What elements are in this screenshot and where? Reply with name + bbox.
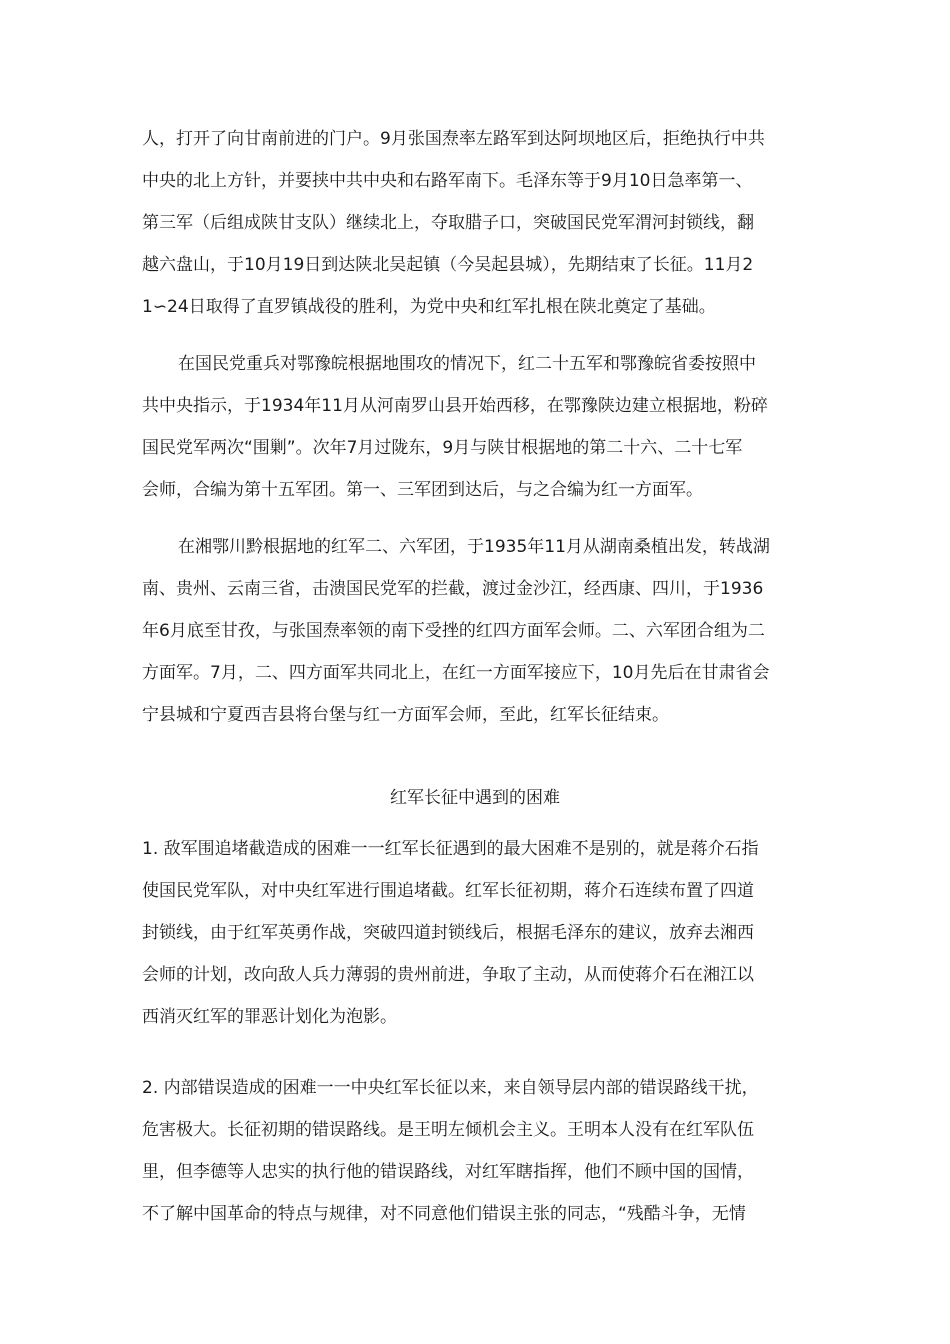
- paragraph-line: 共中央指示，于1934年11月从河南罗山县开始西移，在鄂豫陕边建立根据地，粉碎: [142, 396, 768, 416]
- list-item-line: 使国民党军队，对中央红军进行围追堵截。红军长征初期，蒋介石连续布置了四道: [142, 881, 754, 901]
- list-item-line: 不了解中国革命的特点与规律，对不同意他们错误主张的同志，“残酷斗争，无情: [142, 1204, 746, 1224]
- paragraph-line: 在湘鄂川黔根据地的红军二、六军团，于1935年11月从湖南桑植出发，转战湖: [178, 537, 770, 557]
- list-item-line: 西消灭红军的罪恶计划化为泡影。: [142, 1007, 397, 1027]
- paragraph-line: 在国民党重兵对鄂豫皖根据地围攻的情况下，红二十五军和鄂豫皖省委按照中: [178, 354, 756, 374]
- paragraph-line: 1∽24日取得了直罗镇战役的胜利，为党中央和红军扎根在陕北奠定了基础。: [142, 297, 716, 317]
- paragraph-line: 人，打开了向甘南前进的门户。9月张国焘率左路军到达阿坝地区后，拒绝执行中共: [142, 129, 765, 149]
- paragraph-line: 方面军。7月，二、四方面军共同北上，在红一方面军接应下，10月先后在甘肃省会: [142, 663, 770, 683]
- list-item-line: 里，但李德等人忠实的执行他的错误路线，对红军瞎指挥，他们不顾中国的国情，: [142, 1162, 754, 1182]
- paragraph-line: 年6月底至甘孜，与张国焘率领的南下受挫的红四方面军会师。二、六军团合组为二: [142, 621, 765, 641]
- paragraph-line: 南、贵州、云南三省，击溃国民党军的拦截，渡过金沙江，经西康、四川，于1936: [142, 579, 764, 599]
- list-item-line: 封锁线，由于红军英勇作战，突破四道封锁线后，根据毛泽东的建议，放弃去湘西: [142, 923, 754, 943]
- list-item-line: 会师的计划，改向敌人兵力薄弱的贵州前进，争取了主动，从而使蒋介石在湘江以: [142, 965, 754, 985]
- list-item-line: 1. 敌军围追堵截造成的困难一一红军长征遇到的最大困难不是别的，就是蒋介石指: [142, 839, 759, 859]
- paragraph-line: 越六盘山，于10月19日到达陕北吴起镇（今吴起县城），先期结束了长征。11月2: [142, 255, 754, 275]
- paragraph-line: 中央的北上方针，并要挟中共中央和右路军南下。毛泽东等于9月10日急率第一、: [142, 171, 753, 191]
- paragraph-line: 会师，合编为第十五军团。第一、三军团到达后，与之合编为红一方面军。: [142, 480, 703, 500]
- paragraph-line: 宁县城和宁夏西吉县将台堡与红一方面军会师，至此，红军长征结束。: [142, 705, 669, 725]
- paragraph-line: 第三军（后组成陕甘支队）继续北上，夺取腊子口，突破国民党军渭河封锁线，翻: [142, 213, 754, 233]
- list-item-line: 危害极大。长征初期的错误路线。是王明左倾机会主义。王明本人没有在红军队伍: [142, 1120, 754, 1140]
- list-item-line: 2. 内部错误造成的困难一一中央红军长征以来，来自领导层内部的错误路线干扰，: [142, 1078, 759, 1098]
- paragraph-line: 国民党军两次“围剿”。次年7月过陇东，9月与陕甘根据地的第二十六、二十七军: [142, 438, 743, 458]
- section-title: 红军长征中遇到的困难: [390, 788, 560, 808]
